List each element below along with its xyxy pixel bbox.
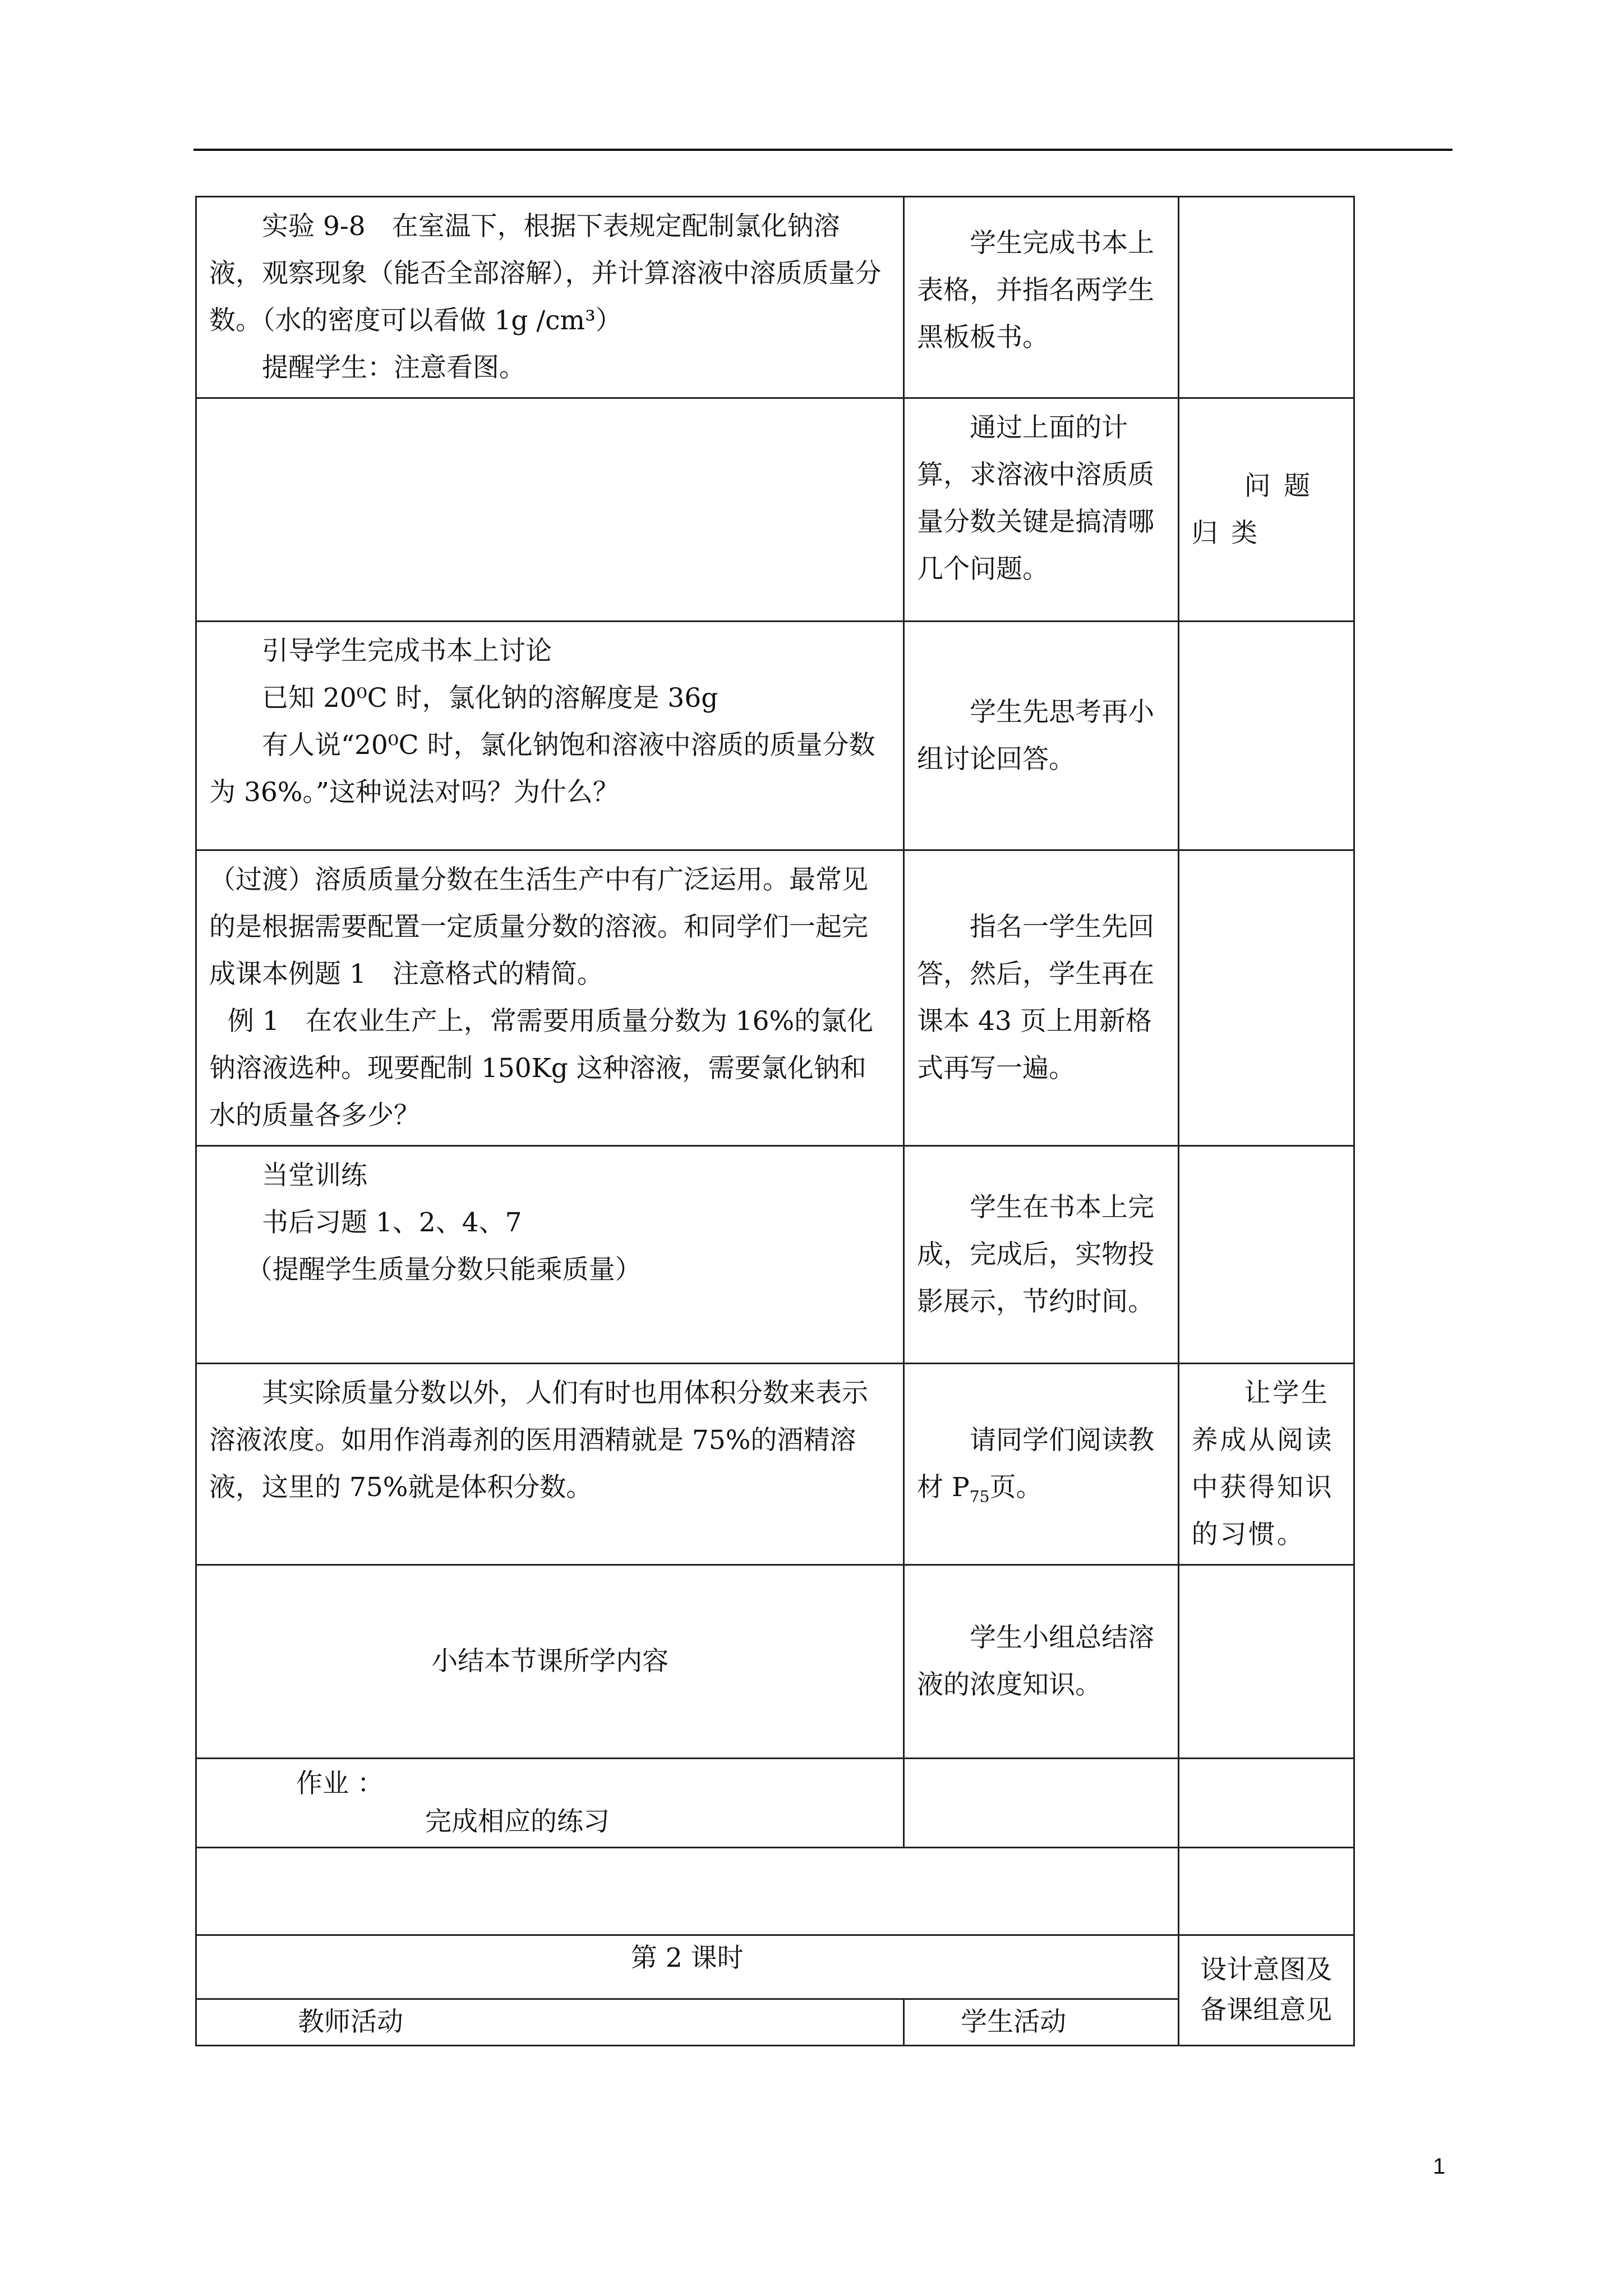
table-row [196, 1759, 1354, 1848]
student-activity-text: 学生完成书本上表格，并指名两学生黑板板书。 [917, 228, 1155, 353]
student-activity-cell [904, 850, 1178, 1146]
practice-title: 当堂训练 [262, 1160, 367, 1191]
example-text: 例 1 在农业生产上，常需要用质量分数为 16%的氯化钠溶液选种。现要配制 150Kg 这种溶液，需要氯化钠和水的质量各多少？ [209, 1006, 874, 1131]
blank-cell [196, 1848, 1179, 1935]
student-activity-text: 通过上面的计算，求溶液中溶质质量分数关键是搞清哪几个问题。 [917, 412, 1155, 585]
teacher-activity-cell [196, 398, 904, 622]
student-activity-text: 学生先思考再小组讨论回答。 [917, 696, 1155, 775]
discussion-intro: 引导学生完成书本上讨论 [262, 636, 552, 666]
blank-cell [1178, 1848, 1354, 1935]
solubility-fact: 已知 20⁰C 时，氯化钠的溶解度是 36g [262, 683, 718, 714]
design-intent-cell [1178, 1364, 1354, 1565]
discussion-question: 有人说“20⁰C 时，氯化钠饱和溶液中溶质的质量分数为 36%。”这种说法对吗？为什么？ [209, 730, 875, 808]
design-intent-cell [1178, 398, 1354, 622]
design-intent-cell [1178, 1759, 1354, 1848]
table-row [196, 398, 1354, 622]
table-row [196, 1848, 1354, 1935]
design-header: 设计意图及备课组意见 [1200, 1954, 1332, 2026]
design-intent-text: 问题归类 [1191, 470, 1324, 549]
design-intent-cell [1178, 622, 1354, 850]
teacher-activity-cell [196, 622, 904, 850]
student-activity-text: 学生在书本上完成，完成后，实物投影展示，节约时间。 [917, 1191, 1155, 1317]
summary-text: 小结本节课所学内容 [431, 1646, 669, 1677]
design-intent-text: 让学生养成从阅读中获得知识的习惯。 [1191, 1378, 1334, 1550]
lesson-title-cell [196, 1935, 1179, 1999]
teacher-activity-cell [196, 1759, 904, 1848]
teacher-activity-cell [196, 197, 904, 398]
design-intent-cell [1178, 197, 1354, 398]
practice-exercises: 书后习题 1、2、4、7 [262, 1207, 522, 1238]
student-activity-cell [904, 1565, 1178, 1759]
homework-label: 作业 ： [296, 1768, 384, 1799]
table-row [196, 1935, 1354, 1999]
teacher-activity-cell [196, 1364, 904, 1565]
student-header: 学生活动 [961, 2007, 1067, 2037]
student-activity-cell [904, 1364, 1178, 1565]
student-header-cell [904, 1999, 1178, 2046]
experiment-text: 实验 9-8 在室温下，根据下表规定配制氯化钠溶液，观察现象（能否全部溶解），并计算溶液中溶质质量分数。（水的密度可以看做 1g /cm³） [209, 211, 882, 336]
student-activity-text: 学生小组总结溶液的浓度知识。 [917, 1622, 1155, 1700]
lesson-plan-table [195, 196, 1355, 2046]
lesson-title: 第 2 课时 [630, 1943, 744, 1973]
reminder-text: 提醒学生：注意看图。 [262, 352, 525, 383]
practice-reminder: （提醒学生质量分数只能乘质量） [246, 1254, 642, 1285]
teacher-header-cell [196, 1999, 904, 2046]
page-subscript: 75 [969, 1487, 990, 1506]
table-row [196, 850, 1354, 1146]
teacher-activity-cell [196, 1146, 904, 1364]
student-activity-cell [904, 1759, 1178, 1848]
student-activity-cell [904, 398, 1178, 622]
design-intent-cell [1178, 1146, 1354, 1364]
student-activity-cell [904, 197, 1178, 398]
student-activity-text: 指名一学生先回答，然后，学生再在课本 43 页上用新格式再写一遍。 [917, 912, 1155, 1084]
table-row [196, 1146, 1354, 1364]
table-row [196, 1364, 1354, 1565]
page-number: 1 [1433, 2154, 1446, 2179]
table-row [196, 1565, 1354, 1759]
design-intent-cell [1178, 850, 1354, 1146]
student-activity-text [917, 1417, 1165, 1511]
reading-suffix: 页。 [989, 1472, 1043, 1503]
teacher-activity-cell [196, 1565, 904, 1759]
student-activity-cell [904, 622, 1178, 850]
volume-fraction-text: 其实除质量分数以外，人们有时也用体积分数来表示溶液浓度。如用作消毒剂的医用酒精就是 75%的酒精溶液，这里的 75%就是体积分数。 [209, 1378, 868, 1503]
header-rule [193, 149, 1453, 151]
table-row [196, 622, 1354, 850]
student-activity-cell [904, 1146, 1178, 1364]
design-header-cell [1178, 1935, 1354, 2046]
reading-prompt: 请同学们阅读教材 P [917, 1425, 1155, 1503]
teacher-activity-cell [196, 850, 904, 1146]
transition-text: （过渡）溶质质量分数在生活生产中有广泛运用。最常见的是根据需要配置一定质量分数的溶液。和同学们一起完成课本例题 1 注意格式的精简。 [209, 864, 868, 990]
homework-text: 完成相应的练习 [425, 1806, 610, 1837]
design-intent-cell [1178, 1565, 1354, 1759]
teacher-header: 教师活动 [298, 2007, 403, 2037]
table-row [196, 197, 1354, 398]
